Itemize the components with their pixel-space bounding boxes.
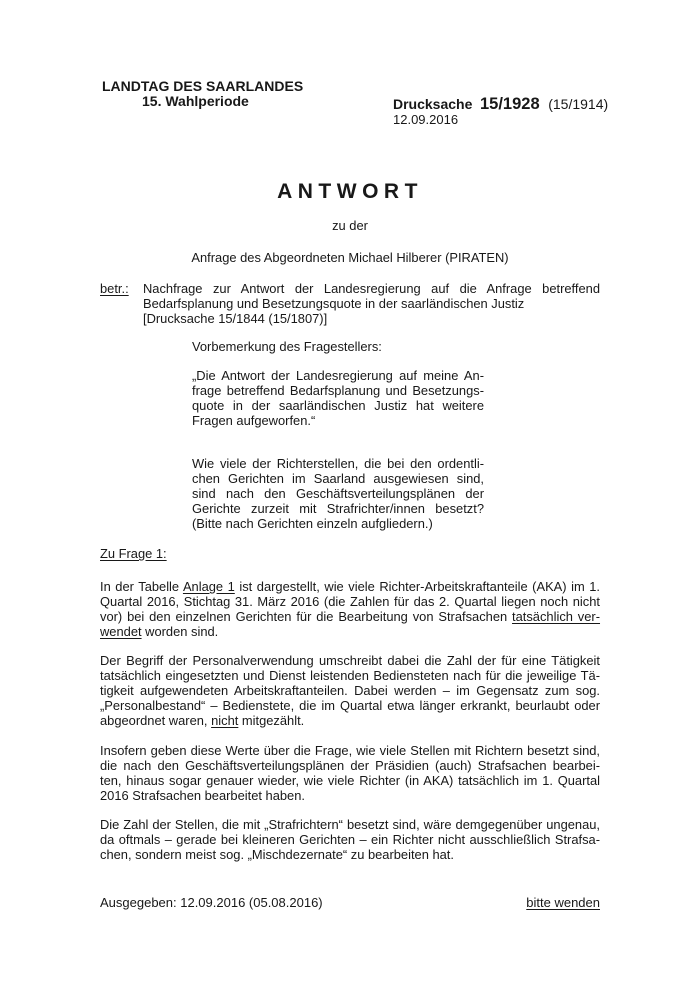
preliminary-remark-heading: Vorbemerkung des Fragestellers: — [192, 339, 382, 354]
drucksache-label: Drucksache — [393, 96, 473, 112]
answer-paragraph-4: Die Zahl der Stellen, die mit „Strafrichtern“ besetzt sind, wäre demgegenüber ungenau, da oftmals – gerade bei kleineren Gerichten – ein Richter nicht ausschließlich Strafsa- chen, sondern meist sog. „Mischdezernate“ zu bearbeiten hat. — [100, 817, 600, 862]
betreff-text: Nachfrage zur Antwort der Landesregierung auf die Anfrage betreffend Bedarfsplanung und Besetzungsquote in der saarländischen Justiz [Drucksache 15/1844 (15/1807)] — [143, 281, 600, 326]
drucksache-number: 15/1928 — [479, 95, 540, 113]
document-title: ANTWORT — [277, 180, 423, 203]
betreff-block — [100, 281, 600, 326]
footer-turn-page-hint: bitte wenden — [526, 895, 600, 910]
quote-paragraph: „Die Antwort der Landesregierung auf meine An- frage betreffend Bedarfsplanung und Besetzungs- quote in der saarländischen Justiz hat weitere Fragen aufgeworfen.“ — [192, 368, 484, 428]
answer-paragraph-1: In der Tabelle Anlage 1 ist dargestellt, wie viele Richter-Arbeitskraftanteile (AKA) im 1. Quartal 2016, Stichtag 31. März 2016 (die Zahlen für das 2. Quartal liegen noch nicht vor) bei den einzelnen Gerichten für die Bearbeitung von Strafsachen tatsächlich ver- wendet worden sind. — [100, 579, 601, 639]
header-institution: LANDTAG DES SAARLANDES — [102, 78, 304, 94]
document-header — [102, 79, 402, 109]
answer-paragraph-2: Der Begriff der Personalverwendung umschreibt dabei die Zahl der für eine Tätigkeit tatsächlich eingesetzten und Dienst leistenden Bediensteten nach für die jeweilige Tä- tigkeit aufgewendeten Arbeitskraftanteilen. Dabei werden – im Gegensatz zum sog. „Personalbestand“ – Bedienstete, die im Quartal etwa länger erkrankt, beurlaubt oder abgeordnet waren, nicht mitgezählt. — [100, 653, 600, 728]
answer-paragraph-3: Insofern geben diese Werte über die Frage, wie viele Stellen mit Richtern besetzt sind, die nach den Geschäftsverteilungsplänen der Präsidien (auch) Strafsachen bearbei- ten, hinaus sogar genauer wieder, wie viele Richter (in AKA) tatsächlich im 1. Quartal 2016 Strafsachen bearbeitet haben. — [100, 743, 600, 803]
document-footer — [100, 895, 600, 910]
addressee-line: Anfrage des Abgeordneten Michael Hilberer (PIRATEN) — [191, 250, 509, 265]
drucksache-previous-number: (15/1914) — [548, 96, 609, 112]
document-subtitle: zu der — [332, 218, 368, 233]
header-period: 15. Wahlperiode — [142, 93, 249, 109]
question-paragraph: Wie viele der Richterstellen, die bei den ordentli- chen Gerichten im Saarland ausgewiesen sind, sind nach den Geschäftsverteilungsplänen der Gerichte zurzeit mit Strafrichter/innen besetzt? (Bitte nach Gerichten einzeln aufgliedern.) — [192, 456, 484, 531]
betreff-label: betr.: — [100, 281, 129, 296]
answer-section-heading: Zu Frage 1: — [100, 546, 167, 561]
drucksache-line — [393, 96, 643, 113]
footer-issued-date: Ausgegeben: 12.09.2016 (05.08.2016) — [100, 895, 323, 910]
document-date: 12.09.2016 — [393, 112, 459, 127]
